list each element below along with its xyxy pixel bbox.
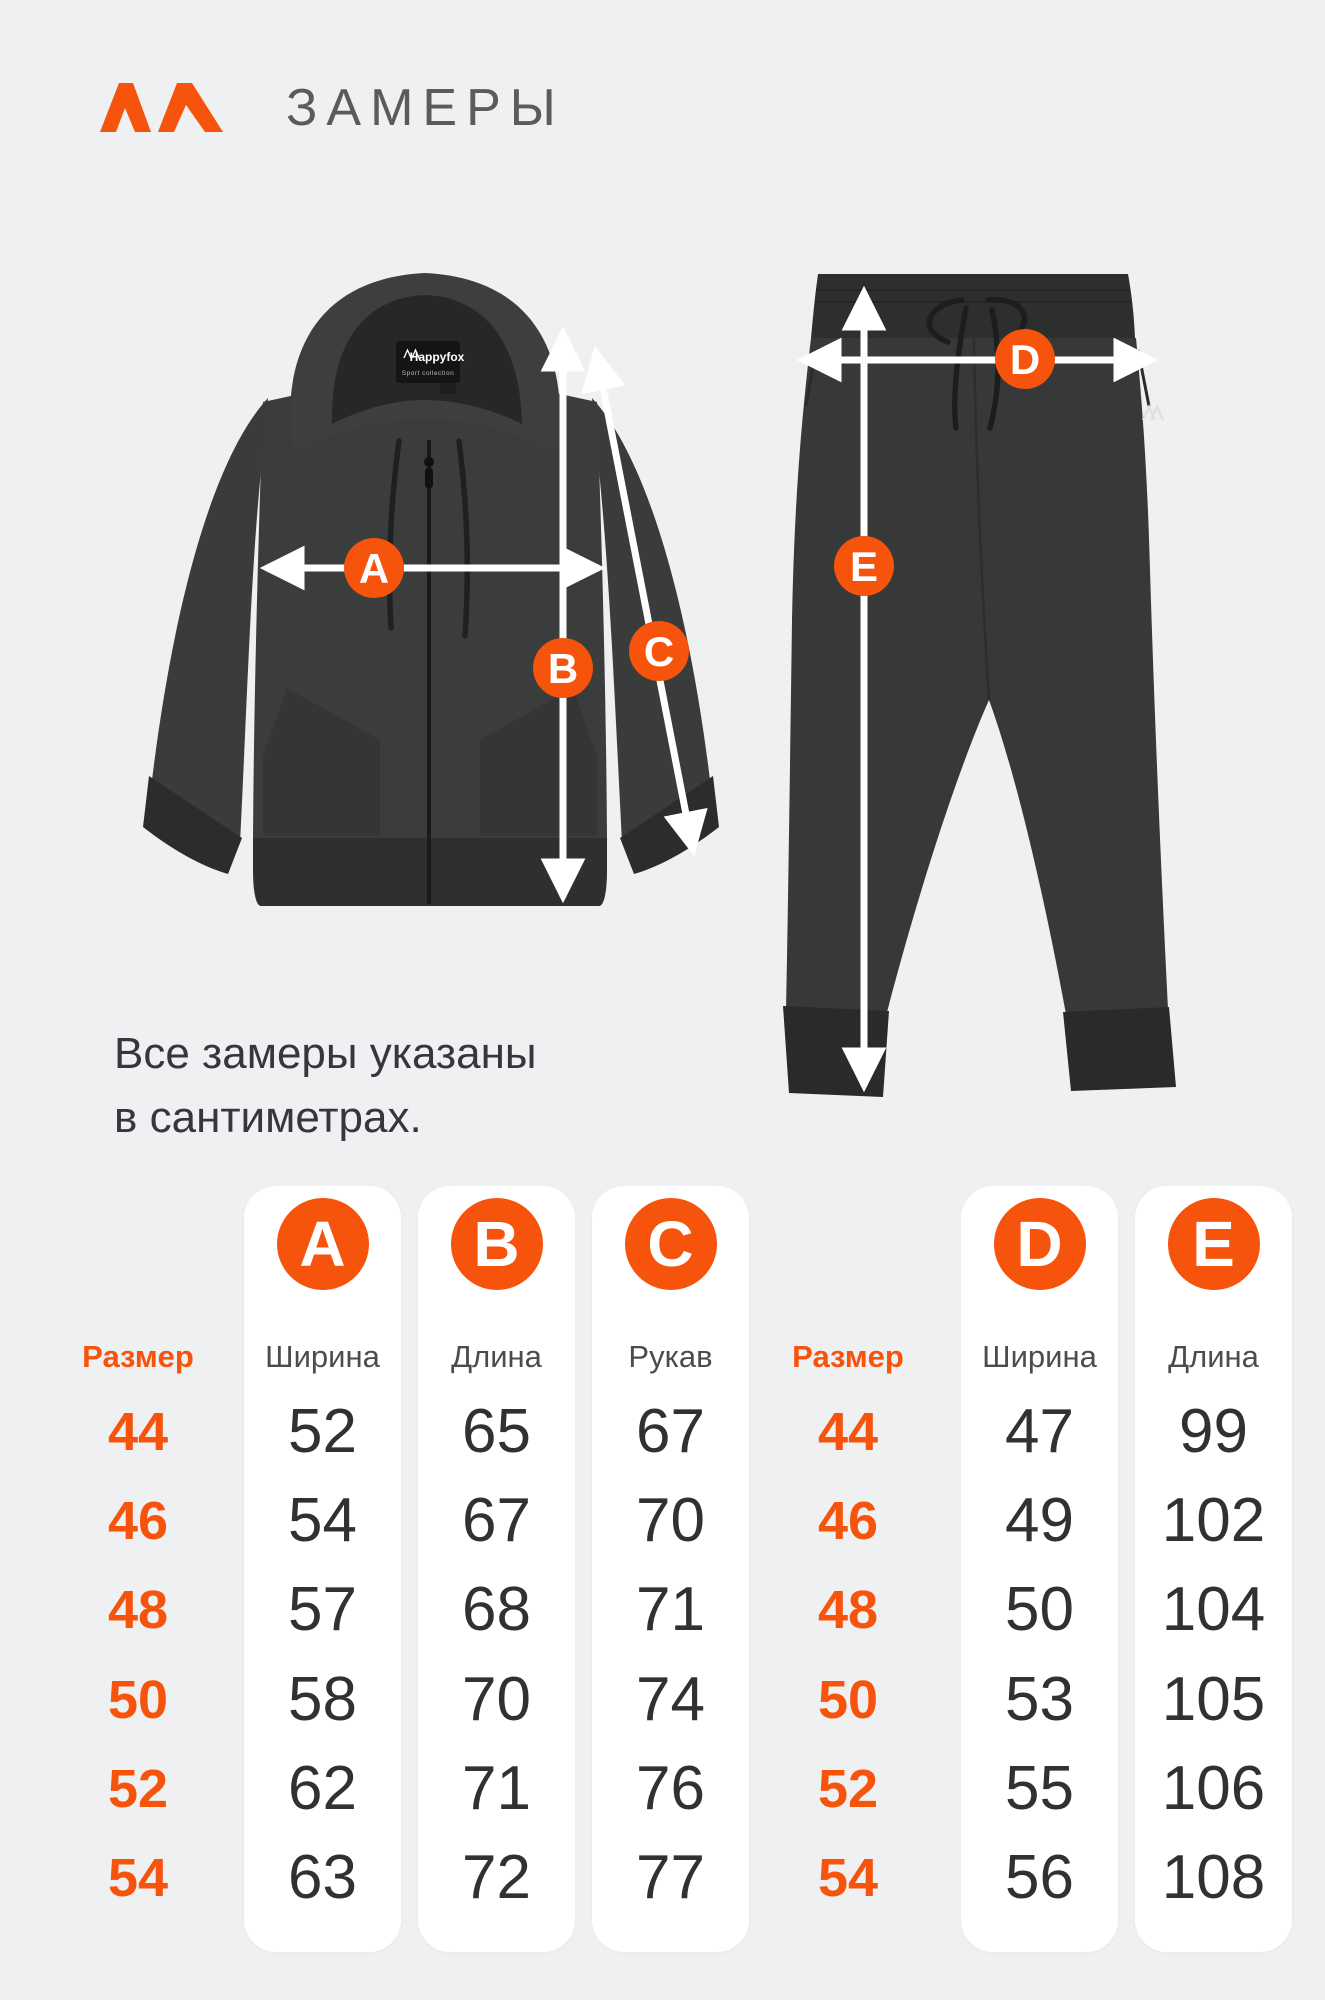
badge-b <box>533 638 593 698</box>
svg-text:E: E <box>849 543 879 590</box>
column-card-b-length <box>418 1186 575 1952</box>
pants-brand-mark-icon <box>1143 407 1163 420</box>
table-cell: 99 <box>1179 1397 1248 1466</box>
table-cell: 74 <box>636 1665 705 1734</box>
column-card-d-width <box>961 1186 1118 1952</box>
pants-size-48: 48 <box>817 1580 879 1640</box>
pants-size-50: 50 <box>817 1670 879 1730</box>
table-cell: 55 <box>1005 1754 1074 1823</box>
brand-name: Happyfox <box>409 350 465 364</box>
pants-size-44: 44 <box>817 1402 879 1462</box>
hoodie-size-52: 52 <box>107 1759 169 1819</box>
table-cell: 77 <box>636 1843 705 1912</box>
brand-collection: Sport collection <box>401 370 455 377</box>
pants-size-header: Размер <box>792 1339 904 1374</box>
column-label-e: Длина <box>1168 1339 1259 1374</box>
left-ankle-cuff <box>783 1006 889 1097</box>
table-cell: 71 <box>462 1754 531 1823</box>
column-badge-c: C <box>625 1198 717 1290</box>
joggers-illustration <box>783 274 1176 1097</box>
badge-e <box>834 536 894 596</box>
hoodie-size-column <box>40 1186 236 1952</box>
units-note-line2: в сантиметрах. <box>114 1093 422 1142</box>
table-cell: 47 <box>1005 1397 1074 1466</box>
hoodie-illustration <box>143 273 719 906</box>
hoodie-size-50: 50 <box>107 1670 169 1730</box>
units-note-line1: Все замеры указаны <box>114 1029 537 1078</box>
svg-text:A: A <box>358 545 390 592</box>
column-label-c: Рукав <box>628 1339 713 1374</box>
table-cell: 104 <box>1161 1575 1266 1644</box>
table-cell: 57 <box>288 1575 357 1644</box>
column-label-d: Ширина <box>982 1339 1097 1374</box>
table-cell: 52 <box>288 1397 357 1466</box>
right-ankle-cuff <box>1063 1007 1176 1091</box>
hoodie-size-48: 48 <box>107 1580 169 1640</box>
column-card-c-sleeve <box>592 1186 749 1952</box>
svg-text:B: B <box>547 645 579 692</box>
badge-a <box>344 538 404 598</box>
table-cell: 56 <box>1005 1843 1074 1912</box>
table-cell: 67 <box>462 1486 531 1555</box>
pants-size-54: 54 <box>817 1848 879 1908</box>
table-cell: 65 <box>462 1397 531 1466</box>
left-sleeve <box>152 398 268 843</box>
table-cell: 72 <box>462 1843 531 1912</box>
table-cell: 106 <box>1161 1754 1266 1823</box>
table-cell: 49 <box>1005 1486 1074 1555</box>
column-label-b: Длина <box>451 1339 542 1374</box>
column-card-e-length <box>1135 1186 1292 1952</box>
table-cell: 58 <box>288 1665 357 1734</box>
column-card-a-width <box>244 1186 401 1952</box>
table-cell: 50 <box>1005 1575 1074 1644</box>
table-cell: 68 <box>462 1575 531 1644</box>
table-cell: 76 <box>636 1754 705 1823</box>
table-cell: 53 <box>1005 1665 1074 1734</box>
table-cell: 105 <box>1161 1665 1266 1734</box>
table-cell: 62 <box>288 1754 357 1823</box>
pants-size-46: 46 <box>817 1491 879 1551</box>
table-cell: 67 <box>636 1397 705 1466</box>
column-badge-a: A <box>277 1198 369 1290</box>
column-label-a: Ширина <box>265 1339 380 1374</box>
column-badge-e: E <box>1168 1198 1260 1290</box>
badge-c <box>629 621 689 681</box>
svg-text:C: C <box>643 628 675 675</box>
column-badge-d: D <box>994 1198 1086 1290</box>
hoodie-size-header: Размер <box>82 1339 194 1374</box>
table-cell: 54 <box>288 1486 357 1555</box>
pants-size-52: 52 <box>817 1759 879 1819</box>
svg-text:D: D <box>1009 336 1041 383</box>
table-cell: 71 <box>636 1575 705 1644</box>
table-cell: 102 <box>1161 1486 1266 1555</box>
table-cell: 70 <box>462 1665 531 1734</box>
badge-d <box>995 329 1055 389</box>
table-cell: 70 <box>636 1486 705 1555</box>
table-cell: 108 <box>1161 1843 1266 1912</box>
table-cell: 63 <box>288 1843 357 1912</box>
column-badge-b: B <box>451 1198 543 1290</box>
hoodie-size-54: 54 <box>107 1848 169 1908</box>
units-note <box>114 1022 754 1150</box>
hoodie-size-46: 46 <box>107 1491 169 1551</box>
hoodie-size-44: 44 <box>107 1402 169 1462</box>
pants-size-column <box>750 1186 946 1952</box>
page-title: ЗАМЕРЫ <box>286 79 565 137</box>
